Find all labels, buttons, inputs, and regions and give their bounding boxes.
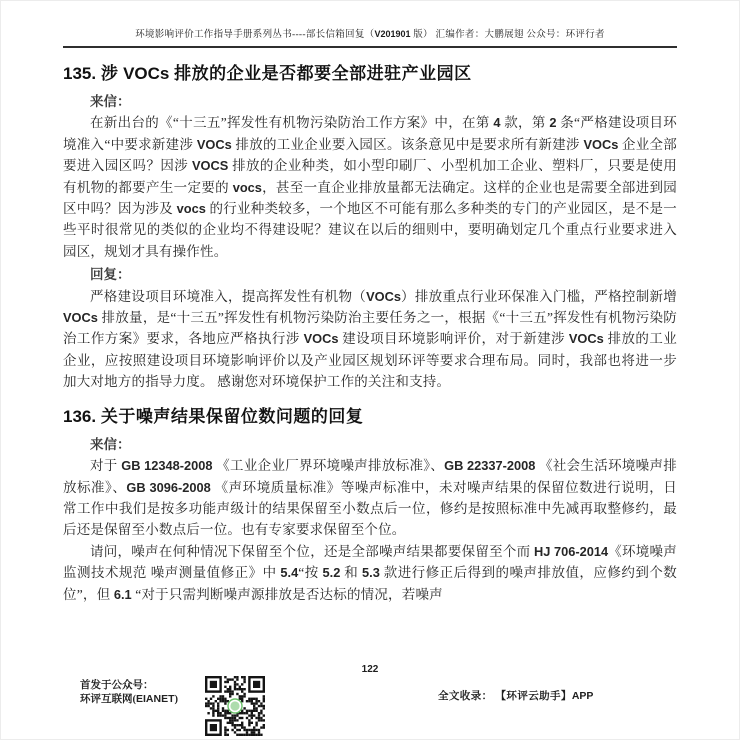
- section-135-letter-label: 来信：: [90, 94, 131, 109]
- footer-collection-text: 全文收录： 【环评云助手】APP: [438, 690, 594, 702]
- footer-source-text: [80, 679, 178, 706]
- page-header: [63, 26, 677, 48]
- section-136-letter-paragraph-2: 请问，噪声在何种情况下保留至个位，还是全部噪声结果都要保留至个而 HJ 706-2014《环境噪声监测技术规范 噪声测量值修正》中 5.4“按 5.2 和 5.3 款进行修正后得到的噪声排放值，应修约到个数位”，但 6.1 “对于只需判断噪声源排放是否达标的情况，若噪声: [63, 543, 677, 602]
- qr-code: [205, 676, 265, 736]
- section-135-reply-label: 回复：: [90, 267, 131, 283]
- footer-source-line2: 环评互联网(EIANET): [80, 692, 179, 705]
- footer-source-line1: 首发于公众号：: [80, 680, 154, 691]
- section-135-letter-paragraph: 在新出台的《“十三五”挥发性有机物污染防治工作方案》中，在第 4 款，第 2 条“严格建设项目环境准入“中要求新建涉 VOCs 排放的工业企业要入园区。该条意见中是要求所有新建涉 VOCs 企业全部要进入园区吗？因涉 VOCS 排放的企业种类，如小型印刷厂、小型机加工企业、塑料厂，只要是使用有机物的都要产生一定要的 vocs，甚至一直企业排放量都无法确定。这样的企业也是需要全部进到园区中吗？因为涉及 vocs 的行业种类较多，一个地区不可能有那么多种类的专门的产业园区，是不是一些平时很常见的类似的企业均不得建设呢？建议在以后的细则中，要明确划定几个重点行业要求进入园区，规划才具有操作性。: [63, 115, 677, 259]
- section-136-title: 136. 关于噪声结果保留位数问题的回复: [63, 406, 364, 426]
- header-title: 环境影响评价工作指导手册系列丛书----部长信箱回复（V201901 版） 汇编作者：大鹏展翅 公众号：环评行者: [135, 29, 605, 40]
- section-135-title: 135. 涉 VOCs 排放的企业是否都要全部进驻产业园区: [63, 64, 472, 83]
- document-content: [63, 50, 677, 666]
- section-136-letter-paragraph-1: 对于 GB 12348-2008 《工业企业厂界环境噪声排放标准》、GB 22337-2008 《社会生活环境噪声排放标准》、GB 3096-2008 《声环境质量标准》等噪声标准中，未对噪声结果的保留位数进行说明，日常工作中我们是按多功能声级计的结果保留至小数点后一位，修约是按照标准中先减再取整修约，最后还是保留至小数点后一位。也有专家要求保留至个位。: [63, 458, 677, 538]
- page-number: 122: [361, 664, 379, 675]
- section-135-reply-paragraph: 严格建设项目环境准入，提高挥发性有机物（VOCs）排放重点行业环保准入门槛，严格控制新增 VOCs 排放量，是“十三五”挥发性有机物污染防治主要任务之一，根据《“十三五”挥发性有机物污染防治工作方案》要求，各地应严格执行涉 VOCs 建设项目环境影响评价，对于新建涉 VOCs 排放的工业企业，应按照建设项目环境影响评价以及产业园区规划环评等要求合理布局。同时，我部也将进一步加大对地方的指导力度。 感谢您对环境保护工作的关注和支持。: [63, 288, 677, 390]
- section-136-letter-label: 来信：: [90, 436, 131, 452]
